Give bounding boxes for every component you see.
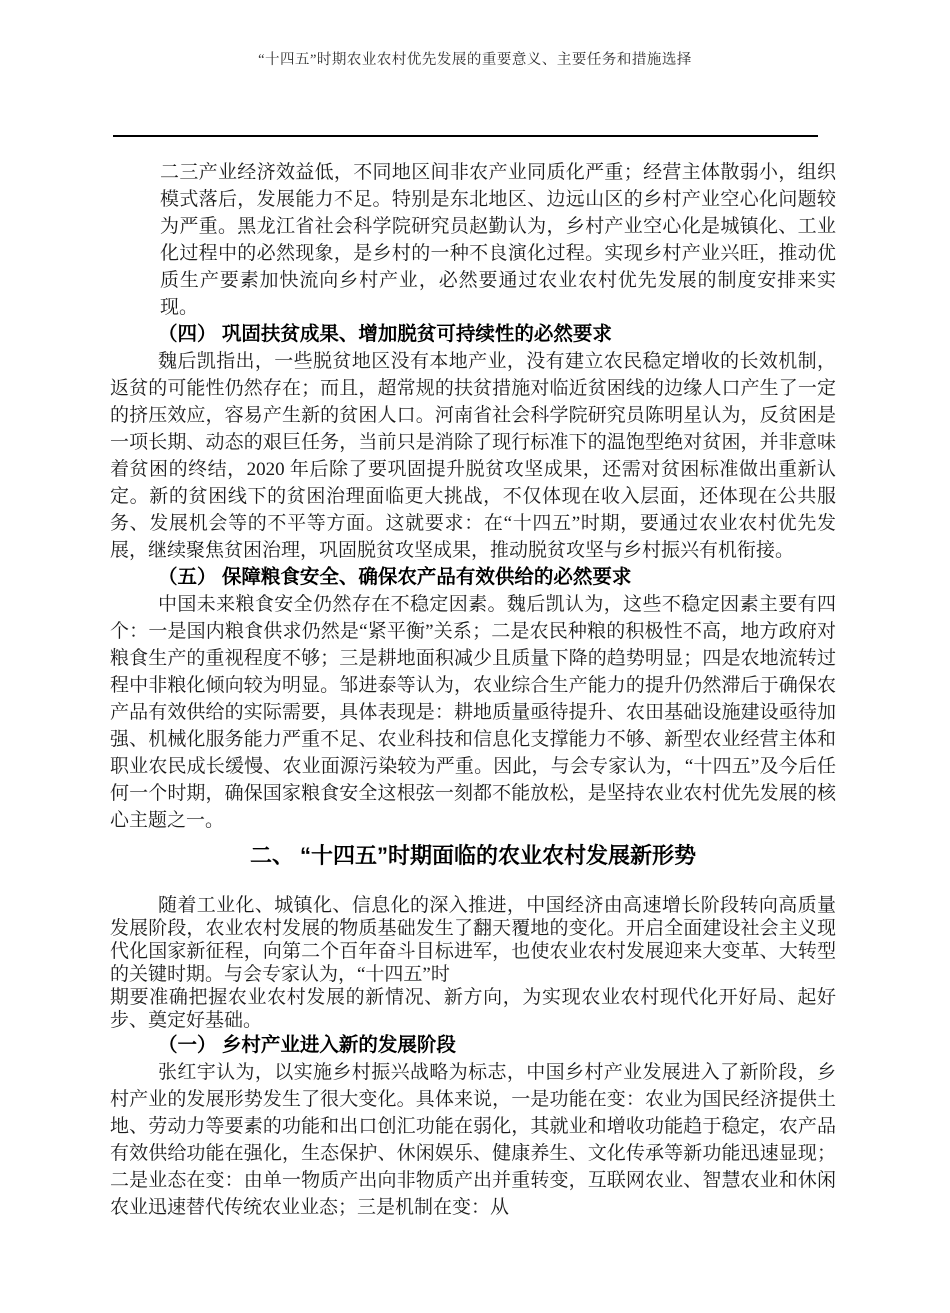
document-content [110, 159, 836, 1221]
chapter-2-intro-paragraph [110, 894, 836, 1032]
subsection-1-paragraph: 张红宇认为，以实施乡村振兴战略为标志，中国乡村产业发展进入了新阶段，乡村产业的发展形势发生了很大变化。具体来说，一是功能在变：农业为国民经济提供土地、劳动力等要素的功能和出口创汇功能在弱化，其就业和增收功能趋于稳定，农产品有效供给功能在强化，生态保护、休闲娱乐、健康养生、文化传承等新功能迅速显现；二是业态在变：由单一物质产出向非物质产出并重转变，互联网农业、智慧农业和休闲农业迅速替代传统农业业态；三是机制在变：从 [110, 1062, 836, 1218]
section-5-paragraph: 中国未来粮食安全仍然存在不稳定因素。魏后凯认为，这些不稳定因素主要有四个：一是国内粮食供求仍然是“紧平衡”关系；二是农民种粮的积极性不高，地方政府对粮食生产的重视程度不够；三是耕地面积减少且质量下降的趋势明显；四是农地流转过程中非粮化倾向较为明显。邹进泰等认为，农业综合生产能力的提升仍然滞后于确保农产品有效供给的实际需要，具体表现是：耕地质量亟待提升、农田基础设施建设亟待加强、机械化服务能力严重不足、农业科技和信息化支撑能力不够、新型农业经营主体和职业农民成长缓慢、农业面源污染较为严重。因此，与会专家认为，“十四五”及今后任何一个时期，确保国家粮食安全这根弦一刻都不能放松，是坚持农业农村优先发展的核心主题之一。 [110, 594, 836, 831]
paragraph-continuation: 二三产业经济效益低，不同地区间非农产业同质化严重；经营主体散弱小，组织模式落后，发展能力不足。特别是东北地区、边远山区的乡村产业空心化问题较为严重。黑龙江省社会科学院研究员赵勤认为，乡村产业空心化是城镇化、工业化过程中的必然现象，是乡村的一种不良演化过程。实现乡村产业兴旺，推动优质生产要素加快流向乡村产业，必然要通过农业农村优先发展的制度安排来实现。 [160, 162, 836, 318]
section-4-heading: （四） 巩固扶贫成果、增加脱贫可持续性的必然要求 [158, 323, 612, 345]
section-4-paragraph: 魏后凯指出，一些脱贫地区没有本地产业，没有建立农民稳定增收的长效机制，返贫的可能性仍然存在；而且，超常规的扶贫措施对临近贫困线的边缘人口产生了一定的挤压效应，容易产生新的贫困人口。河南省社会科学院研究员陈明星认为，反贫困是一项长期、动态的艰巨任务，当前只是消除了现行标准下的温饱型绝对贫困，并非意味着贫困的终结，2020 年后除了要巩固提升脱贫攻坚成果，还需对贫困标准做出重新认定。新的贫困线下的贫困治理面临更大挑战，不仅体现在收入层面，还体现在公共服务、发展机会等的不平等方面。这就要求：在“十四五”时期，要通过农业农村优先发展，继续聚焦贫困治理，巩固脱贫攻坚成果，推动脱贫攻坚与乡村振兴有机衔接。 [110, 351, 836, 561]
chapter-2-intro-part-2: 期要准确把握农业农村发展的新情况、新方向，为实现农业农村现代化开好局、起好步、奠定好基础。 [110, 987, 836, 1031]
subsection-1-heading: （一） 乡村产业进入新的发展阶段 [158, 1034, 456, 1056]
chapter-2-title: 二、 “十四五”时期面临的农业农村发展新形势 [249, 843, 697, 868]
section-5-heading: （五） 保障粮食安全、确保农产品有效供给的必然要求 [158, 566, 632, 588]
chapter-2-intro-part-1: 随着工业化、城镇化、信息化的深入推进，中国经济由高速增长阶段转向高质量发展阶段，农业农村发展的物质基础发生了翻天覆地的变化。开启全面建设社会主义现代化国家新征程，向第二个百年奋斗目标进军，也使农业农村发展迎来大变革、大转型的关键时期。与会专家认为，“十四五”时 [110, 895, 836, 985]
running-header-title: “十四五”时期农业农村优先发展的重要意义、主要任务和措施选择 [258, 52, 692, 68]
header-divider [113, 135, 818, 137]
